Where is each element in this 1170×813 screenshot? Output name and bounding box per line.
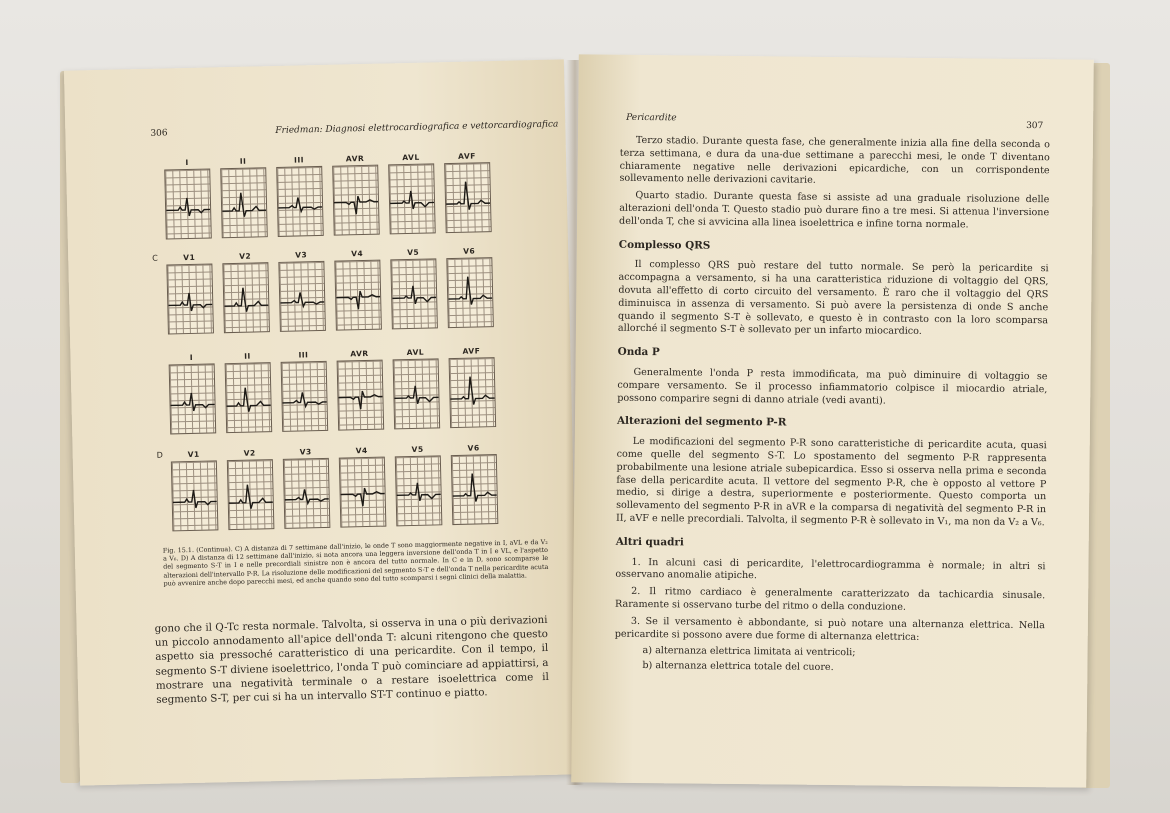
ecg-trace [169,363,217,434]
ecg-trace [281,361,329,432]
ecg-lead [222,251,270,333]
left-page [64,59,580,785]
ecg-trace [164,168,212,239]
open-book [60,55,1110,790]
paragraph-onda-p: Generalmente l'onda P resta immodificata, ma può diminuire di voltaggio se compare versamento. Se il processo infiammatorio colpisce il miocardio atriale, possono comparire segni di danno atriale (vedi avanti). [617,366,1048,407]
ecg-lead-label: V3 [299,447,312,457]
ecg-trace [332,165,380,236]
ecg-lead-label: AVL [406,347,425,358]
ecg-lead-label: III [298,350,309,360]
ecg-lead [339,446,387,528]
ecg-waveform [334,196,378,215]
right-page [571,54,1094,787]
ecg-lead-label: V5 [411,444,424,454]
ecg-waveform [278,197,322,212]
right-body [614,135,1050,679]
ecg-lead [276,155,324,237]
ecg-lead-label: V6 [463,246,476,256]
ecg-lead [278,250,326,332]
ecg-row [156,443,499,531]
heading-complesso-qrs: Complesso QRS [618,238,711,252]
ecg-lead [448,346,496,428]
ecg-lead [227,448,275,530]
ecg-trace [225,362,273,433]
ecg-trace [449,357,497,428]
ecg-lead [390,247,438,329]
ecg-waveform [394,385,438,404]
running-head-right: Pericardite [626,112,677,124]
list-item-2: 2. Il ritmo cardiaco è generalmente caratterizzato da tachicardia sinusale. Raramente si osservano turbe del ritmo o della conduzione. [615,586,1046,613]
ecg-lead-label: AVR [345,153,365,164]
ecg-lead [224,351,272,433]
ecg-row [152,246,494,334]
ecg-waveform [392,285,436,304]
ecg-lead-label: II [239,156,247,166]
ecg-lead [168,352,216,434]
ecg-lead-label: AVR [350,348,369,359]
ecg-trace [283,458,331,529]
ecg-lead [171,449,219,531]
ecg-lead-label: AVF [462,346,481,356]
ecg-lead-label: V2 [243,448,256,458]
list-item-1: 1. In alcuni casi di pericardite, l'elettrocardiogramma è normale; in altri si osservano anomalie atipiche. [615,556,1046,582]
ecg-lead-label: I [185,157,189,168]
ecg-waveform [336,291,380,310]
ecg-lead-label: III [293,155,305,165]
ecg-lead-label: V6 [467,443,480,453]
ecg-lead-label: I [189,352,194,362]
ecg-lead-label: AVL [402,152,420,163]
ecg-trace [446,257,494,328]
ecg-waveform [341,488,385,507]
ecg-lead [444,151,492,233]
left-body-text: gono che il Q-Tc resta normale. Talvolta, si osserva in una o più derivazioni un piccolo annodamento all'apice dell'onda T: alcuni ritengono che questo aspetto sia pressoché caratteristico di una pericardite. Con il tempo, il segmento S-T diviene isoelettrico, l'onda T può cominciare ad appiattirsi, a mostrare una negatività terminale o a restare isoelettrica come il segmento S-T, per cui si ha un intervallo ST-T continuo e piatto. [154,613,549,706]
ecg-waveform [450,376,495,405]
ecg-trace [276,166,324,237]
ecg-waveform [173,489,217,508]
ecg-lead-label: V3 [295,250,308,260]
ecg-waveform [396,482,440,501]
ecg-trace [171,460,219,531]
ecg-row-letter: D [156,450,163,460]
ecg-lead-label: V1 [183,252,196,263]
ecg-trace [334,260,382,331]
ecg-waveform [390,190,434,209]
ecg-trace [339,457,387,528]
ecg-trace [395,455,443,526]
ecg-lead [280,350,328,432]
ecg-lead [336,349,384,431]
ecg-waveform [280,292,324,307]
ecg-lead [446,246,494,328]
ecg-lead [220,156,268,238]
heading-onda-p: Onda P [617,345,660,359]
ecg-waveform [224,287,269,312]
ecg-lead [283,447,331,529]
ecg-waveform [170,392,214,411]
ecg-waveform [448,276,493,305]
ecg-trace [278,261,326,332]
figure-caption: Fig. 15.1. (Continua). C) A distanza di 7 settimane dall'inizio, le onde T sono maggiormente negative in I, aVL e da V₂ a V₆. D) A distanza di 12 settimane dall'inizio, si nota ancora una leggera inversione dell'onda T in I e VL, e l'aspetto del segmento S-T in I e nelle precordiali sinistre non è ancora del tutto normale. In C e in D, sono scomparse le alterazioni dell'intervallo P-R. La risoluzione delle modificazioni del segmento S-T e dell'onda T nella pericardite acuta può avvenire anche dopo parecchi mesi, ed anche quando sono del tutto scomparsi i segni clinici della malattia. [162,537,549,588]
ecg-waveform [338,391,382,410]
ecg-row [168,346,496,434]
ecg-waveform [222,192,267,217]
ecg-row [164,151,492,239]
ecg-lead [395,444,443,526]
ecg-lead-label: V4 [355,445,368,456]
ecg-waveform [228,484,273,509]
page-number-right: 307 [1026,121,1044,132]
page-number-left: 306 [150,128,168,139]
ecg-lead [451,443,499,525]
sub-item-a: a) alternanza elettrica limitata ai ventricoli; [642,645,856,659]
paragraph-terzo-stadio: Terzo stadio. Durante questa fase, che generalmente inizia alla fine della seconda o terza settimana, e dura da una-due settimane a parecchi mesi, le onde T diventano chiaramente negative nelle derivazioni epicardiche, con un corrispondente sollevamento nelle derivazioni cavitarie. [619,134,1050,187]
ecg-lead [392,347,440,429]
ecg-lead-label: II [244,351,251,361]
heading-altri-quadri: Altri quadri [615,535,684,549]
paragraph-segmento-pr: Le modificazioni del segmento P-R sono caratteristiche di pericardite acuta, quasi come quelle del segmento S-T. Lo spostamento del segmento P-R rappresenta probabilmente una lesione atriale subepicardica. Esso si osserva nella prima e seconda fase della pericardite acuta. Il vettore del segmento P-R, che è opposto al vettore P medio, si dirige a destra, superiormente e posteriormente. Questo comporta un sollevamento del segmento P-R in aVR e la comparsa di negatività del segmento P-R in II, aVF e nelle precordiali. Talvolta, il segmento P-R è sollevato in V₁, ma non da V₂ a V₆. [615,436,1047,529]
running-head-left: Friedman: Diagnosi elettrocardiografica e vettorcardiografica [275,119,559,136]
ecg-trace [393,358,441,429]
ecg-trace [222,262,270,333]
list-item-3: 3. Se il versamento è abbondante, si può notare una alternanza elettrica. Nella pericardite si possono avere due forme di alternanza elettrica: [614,615,1045,643]
ecg-lead-label: AVF [458,151,476,161]
ecg-lead [164,157,212,239]
ecg-lead [388,152,436,234]
ecg-trace [388,163,436,234]
ecg-waveform [168,292,212,311]
ecg-trace [451,454,499,525]
ecg-trace [444,162,492,233]
ecg-lead-label: V4 [351,249,364,259]
paragraph-quarto-stadio: Quarto stadio. Durante questa fase si assiste ad una graduale risoluzione delle alterazioni dell'onda T. Questo stadio può durare fino a tre mesi. Si attenua l'inversione dell'onda T, che si avvicina alla linea isoelettrica e infine torna normale. [619,190,1050,231]
ecg-trace [337,360,385,431]
ecg-lead [334,249,382,331]
ecg-waveform [452,473,497,502]
ecg-lead-label: V2 [239,251,252,261]
ecg-waveform [166,197,210,216]
ecg-figure [152,151,504,460]
ecg-trace [220,167,268,238]
ecg-trace [166,263,214,334]
ecg-lead [166,252,214,334]
paragraph-qrs: Il complesso QRS può restare del tutto normale. Se però la pericardite si accompagna a versamento, si ha una caratteristica riduzione di voltaggio del QRS, dovuta all'effetto di corto circuito del versamento. È raro che il voltaggio del QRS diminuisca in assenza di versamento. Si può avere la persistenza di onde S anche quando il segmento S-T è sollevato, e questo è in contrasto con la loro scomparsa allorché il segmento S-T è sollevato per un infarto miocardico. [617,259,1049,338]
ecg-lead-label: V1 [187,449,200,460]
ecg-waveform [282,392,326,407]
ecg-row-letter: C [152,253,158,263]
ecg-trace [227,459,275,530]
ecg-trace [390,258,438,329]
ecg-waveform [285,489,329,504]
ecg-lead-label: V5 [407,247,420,258]
ecg-waveform [226,387,271,412]
heading-segmento-pr: Alterazioni del segmento P-R [616,415,787,429]
ecg-waveform [446,181,491,210]
sub-item-b: b) alternanza elettrica totale del cuore. [642,660,834,674]
ecg-lead [332,154,380,236]
